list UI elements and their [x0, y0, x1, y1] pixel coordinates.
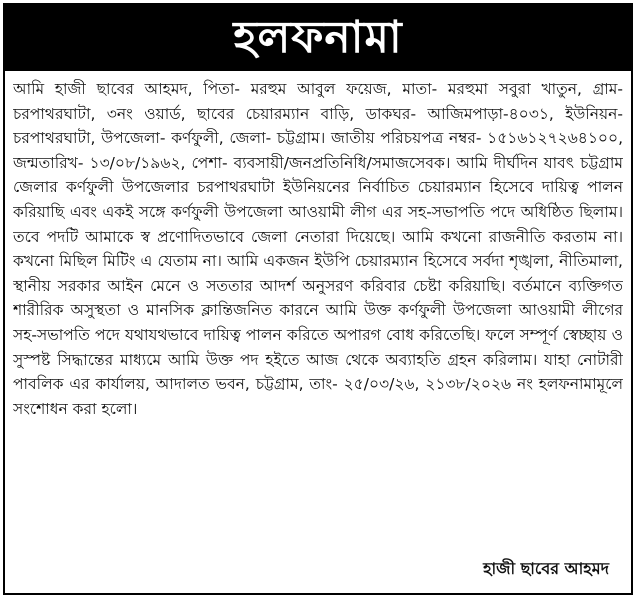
- notice-body: আমি হাজী ছাবের আহমদ, পিতা- মরহুম আবুল ফয়েজ, মাতা- মরহুমা সবুরা খাতুন, গ্রাম- চরপাথরঘাটা, ৩নং ওয়ার্ড, ছাবের চেয়ারম্যান বাড়ি, ডাকঘর- আজিমপাড়া-৪০৩১, ইউনিয়ন- চরপাথরঘাটা, উপজেলা- কর্ণফুলী, জেলা- চট্টগ্রাম। জাতীয় পরিচয়পত্র নম্বর- ১৫১৬১২৭২৬৪১০০, জন্মতারিখ- ১৩/০৮/১৯৬২, পেশা- ব্যবসায়ী/জনপ্রতিনিধি/সমাজসেবক। আমি দীর্ঘদিন যাবৎ চট্টগ্রাম জেলার কর্ণফুলী উপজেলার চরপাথরঘাটা ইউনিয়নের নির্বাচিত চেয়ারম্যান হিসেবে দায়িত্ব পালন করিয়াছি এবং একই সঙ্গে কর্ণফুলী উপজেলা আওয়ামী লীগ এর সহ-সভাপতি পদে অধিষ্ঠিত ছিলাম। তবে পদটি আমাকে স্ব প্রণোদিতভাবে জেলা নেতারা দিয়েছে। আমি কখনো রাজনীতি করতাম না। কখনো মিছিল মিটিং এ যেতাম না। আমি একজন ইউপি চেয়ারম্যান হিসেবে সর্বদা শৃঙ্খলা, নীতিমালা, স্থানীয় সরকার আইন মেনে ও সততার আদর্শ অনুসরণ করিবার চেষ্টা করিয়াছি। বর্তমানে ব্যক্তিগত শারীরিক অসুস্থতা ও মানসিক ক্লান্তিজনিত কারনে আমি উক্ত কর্ণফুলী উপজেলা আওয়ামী লীগের সহ-সভাপতি পদে যথাযথভাবে দায়িত্ব পালন করিতে অপারগ বোধ করিতেছি। ফলে সম্পূর্ণ স্বেচ্ছায় ও সুস্পষ্ট সিদ্ধান্তের মাধ্যমে আমি উক্ত পদ হইতে আজ থেকে অব্যাহতি গ্রহন করিলাম। যাহা নোটারী পাবলিক এর কার্যালয়, আদালত ভবন, চট্টগ্রাম, তাং- ২৫/০৩/২৬, ২১৩৮/২০২৬ নং হলফনামামূলে সংশোধন করা হলো।: [13, 80, 623, 418]
- affidavit-notice: [3, 3, 633, 595]
- title-banner: [5, 5, 631, 71]
- notice-title: হলফনামা: [233, 12, 403, 63]
- signatory-name: হাজী ছাবের আহমদ: [483, 559, 609, 578]
